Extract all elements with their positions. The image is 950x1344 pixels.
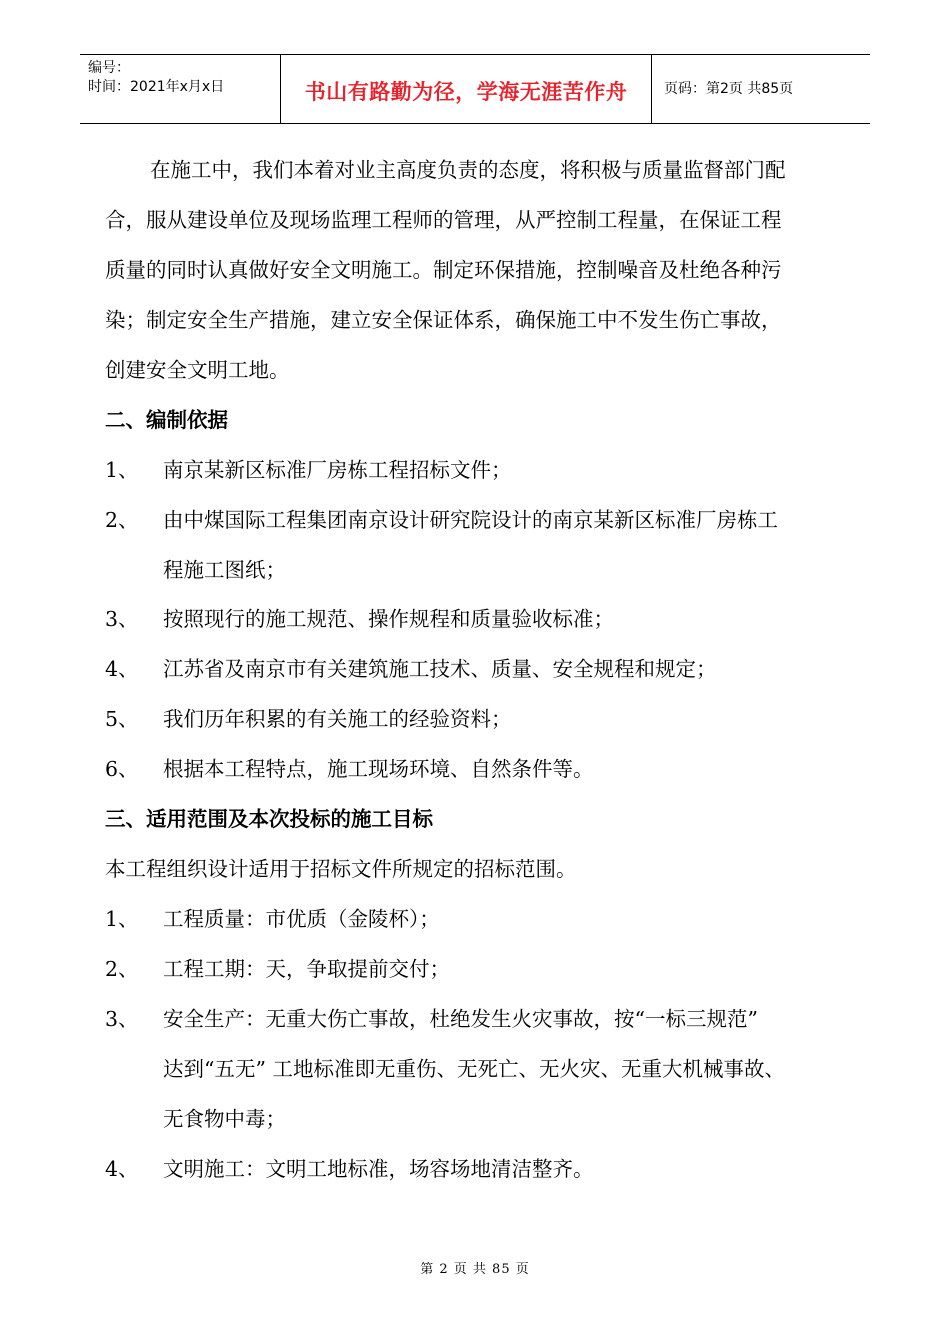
list-item-text: 文明施工：文明工地标准，场容场地清洁整齐。: [163, 1157, 594, 1181]
intro-line: 在施工中，我们本着对业主高度负责的态度，将积极与质量监督部门配: [150, 158, 786, 182]
list-item-text: 安全生产：无重大伤亡事故，杜绝发生火灾事故，按“一标三规范”: [163, 1007, 758, 1031]
intro-line: 染；制定安全生产措施，建立安全保证体系，确保施工中不发生伤亡事故，: [105, 308, 782, 332]
header-page-cell: [652, 55, 870, 123]
section-heading: 三、适用范围及本次投标的施工目标: [105, 807, 433, 831]
intro-line: 创建安全文明工地。: [105, 358, 290, 382]
list-item-text: 江苏省及南京市有关建筑施工技术、质量、安全规程和规定；: [163, 657, 717, 681]
list-item-text: 根据本工程特点，施工现场环境、自然条件等。: [163, 757, 594, 781]
list-item-text: 工程质量：市优质（金陵杯）；: [163, 907, 440, 931]
list-item-text: 无食物中毒；: [163, 1107, 286, 1131]
list-item-text: 我们历年积累的有关施工的经验资料；: [163, 707, 512, 731]
list-item-text: 工程工期：天，争取提前交付；: [163, 957, 450, 981]
list-item-number: 3、: [105, 1007, 139, 1031]
list-item-number: 4、: [105, 657, 139, 681]
section-intro: 本工程组织设计适用于招标文件所规定的招标范围。: [105, 857, 577, 881]
header-meta-cell: [80, 55, 281, 123]
document-time-label: 时间：2021年x月x日: [88, 79, 225, 95]
intro-line: 质量的同时认真做好安全文明施工。制定环保措施，控制噪音及杜绝各种污: [105, 258, 782, 282]
page-header: [80, 54, 870, 124]
list-item-number: 5、: [105, 707, 139, 731]
list-item-number: 6、: [105, 757, 139, 781]
list-item-number: 1、: [105, 907, 139, 931]
list-item-number: 3、: [105, 607, 139, 631]
list-item-text: 按照现行的施工规范、操作规程和质量验收标准；: [163, 607, 614, 631]
list-item-number: 2、: [105, 508, 139, 532]
section-heading: 二、编制依据: [105, 408, 228, 432]
list-item-number: 1、: [105, 458, 139, 482]
page-footer: 第 2 页 共 85 页: [420, 1262, 530, 1277]
header-page-info: 页码：第2页 共85页: [664, 81, 794, 97]
list-item-text: 达到“五无” 工地标准即无重伤、无死亡、无火灾、无重大机械事故、: [163, 1057, 785, 1081]
list-item-text: 由中煤国际工程集团南京设计研究院设计的南京某新区标准厂房栋工: [163, 508, 778, 532]
list-item-text: 南京某新区标准厂房栋工程招标文件；: [163, 458, 512, 482]
list-item-number: 2、: [105, 957, 139, 981]
header-motto: 书山有路勤为径，学海无涯苦作舟: [304, 80, 628, 104]
document-number-label: 编号：: [88, 60, 130, 76]
list-item-number: 4、: [105, 1157, 139, 1181]
intro-line: 合，服从建设单位及现场监理工程师的管理，从严控制工程量，在保证工程: [105, 208, 782, 232]
list-item-text: 程施工图纸；: [163, 558, 286, 582]
header-motto-cell: [281, 55, 652, 123]
